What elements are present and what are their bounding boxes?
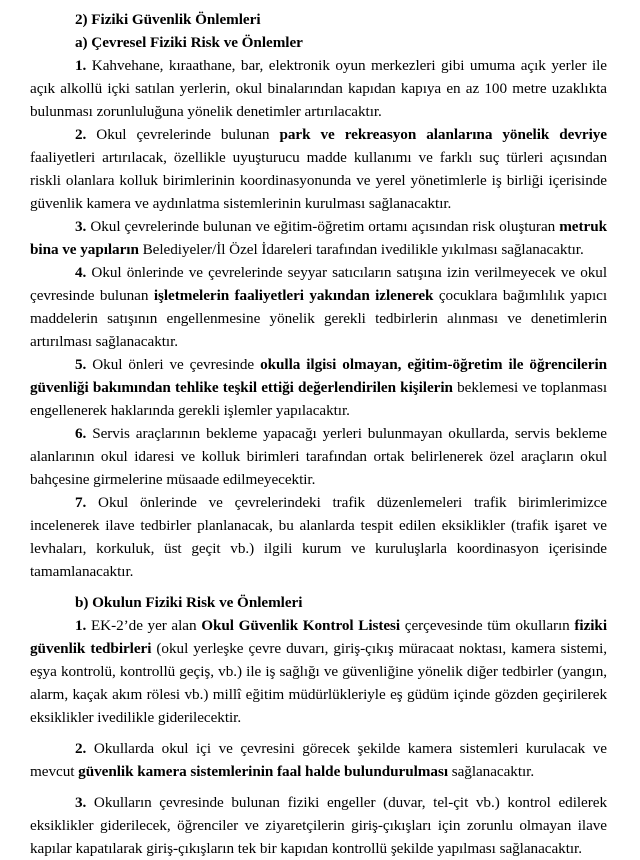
paragraph-number: 2.	[75, 126, 87, 143]
paragraph-number: 5.	[75, 356, 87, 373]
paragraph-b-3	[30, 791, 607, 860]
paragraph-a-5	[30, 353, 607, 422]
body-text: Servis araçlarının bekleme yapacağı yerleri bulunmayan okullarda, servis bekleme alanlarının okul idaresi ve kolluk birimleri tarafından ortak belirlenerek özel araçların okul bahçesine girmelerine müsaade edilmeyecektir.	[30, 425, 607, 488]
body-text: çocuklara bağımlılık yapıcı maddelerin satışının engellenmesine yönelik gerekli tedbirlerin alınması ve denetimlerin artırılması sağlanacaktır.	[30, 287, 607, 350]
emphasis-text: fiziki güvenlik tedbirleri	[30, 617, 607, 657]
paragraph-number: 1.	[75, 617, 87, 634]
paragraph-number: 3.	[75, 218, 87, 235]
body-text: çerçevesinde tüm okulların	[400, 617, 575, 634]
body-text: beklemesi ve toplanması engellenerek haklarında gerekli işlemler yapılacaktır.	[30, 379, 607, 419]
emphasis-text: güvenlik kamera sistemlerinin faal halde bulundurulması	[78, 763, 448, 780]
paragraph-a-1	[30, 54, 607, 123]
body-text: EK-2’de yer alan	[86, 617, 202, 634]
emphasis-text: işletmelerin faaliyetleri yakından izlenerek	[153, 287, 434, 304]
paragraph-number: 3.	[75, 794, 87, 811]
body-text: sağlanacaktır.	[447, 763, 535, 780]
emphasis-text: Okul Güvenlik Kontrol Listesi	[201, 617, 401, 634]
paragraph-a-6	[30, 422, 607, 491]
paragraph-number: 6.	[75, 425, 87, 442]
heading-text: 2) Fiziki Güvenlik Önlemleri	[75, 11, 261, 28]
body-text: Okul çevrelerinde bulunan	[86, 126, 280, 143]
section-heading-fiziki-guvenlik-onlemleri	[30, 8, 607, 31]
body-text: Okulların çevresinde bulunan fiziki engeller (duvar, tel-çit vb.) kontrol edilerek eksiklikler giderilecek, öğrenciler ve ziyaretçilerin giriş-çıkışları için zorunlu olmayan ilave kapılar kapatılarak giriş-çıkışların tek bir kapıdan kontrollü şekilde yapılması sağlanacaktır.	[30, 794, 607, 857]
paragraph-a-3	[30, 215, 607, 261]
emphasis-text: okulla ilgisi olmayan, eğitim-öğretim ile öğrencilerin güvenliği bakımından tehlike teşkil ettiği değerlendirilen kişilerin	[30, 356, 608, 396]
paragraph-number: 7.	[75, 494, 87, 511]
paragraph-number: 2.	[75, 740, 87, 757]
body-text: faaliyetleri artırılacak, özellikle uyuşturucu madde kullanımı ve farklı suç türleri açısından riskli olanlara kolluk birimlerinin koordinasyonunda ve yerel yönetimlerle iş birliği içerisinde güvenlik kamera ve aydınlatma sistemlerinin kurulması sağlanacaktır.	[30, 149, 607, 212]
emphasis-text: park ve rekreasyon alanlarına yönelik devriye	[279, 126, 607, 143]
paragraph-a-7	[30, 491, 607, 583]
document-body	[30, 8, 607, 860]
body-text: Kahvehane, kıraathane, bar, elektronik oyun merkezleri gibi umuma açık yerler ile açık alkollü içki satılan yerlerin, okul binalarından kapıdan kapıya en az 100 metre uzaklıkta bulunması zorunluluğuna yönelik denetimler artırılacaktır.	[30, 57, 607, 120]
body-text: Okul önleri ve çevresinde	[86, 356, 261, 373]
body-text: Okul önlerinde ve çevrelerindeki trafik düzenlemeleri trafik birimlerimizce incelenerek ilave tedbirler planlanacak, bu alanlarda tespit edilen eksiklikler (trafik işaret ve levhaları, korkuluk, üst geçit vb.) ilgili kurum ve kuruluşlarla koordinasyon içerisinde tamamlanacaktır.	[30, 494, 607, 580]
paragraph-b-2	[30, 737, 607, 783]
paragraph-a-4	[30, 261, 607, 353]
paragraph-number: 1.	[75, 57, 87, 74]
paragraph-a-2	[30, 123, 607, 215]
paragraph-b-1	[30, 614, 607, 729]
subsection-heading-cevresel-fiziki-risk-ve-onlemler	[30, 31, 607, 54]
emphasis-text: metruk bina ve yapıların	[30, 218, 607, 258]
heading-text: b) Okulun Fiziki Risk ve Önlemleri	[75, 594, 303, 611]
body-text: (okul yerleşke çevre duvarı, giriş-çıkış müracaat noktası, kamera sistemi, eşya kontrolü, kontrollü geçiş, vb.) ile iş sağlığı ve güvenliğine yönelik diğer tedbirler (yangın, alarm, kaçak akım rölesi vb.) millî eğitim müdürlükleriyle eş güdüm içinde gözden geçirilerek eksiklikler ivedilikle giderilecektir.	[30, 640, 607, 726]
body-text: Belediyeler/İl Özel İdareleri tarafından ivedilikle yıkılması sağlanacaktır.	[138, 241, 584, 258]
heading-text: a) Çevresel Fiziki Risk ve Önlemler	[75, 34, 303, 51]
body-text: Okul çevrelerinde bulunan ve eğitim-öğretim ortamı açısından risk oluşturan	[86, 218, 560, 235]
paragraph-number: 4.	[75, 264, 87, 281]
body-text: Okullarda okul içi ve çevresini görecek şekilde kamera sistemleri kurulacak ve mevcut	[30, 740, 607, 780]
body-text: Okul önlerinde ve çevrelerinde seyyar satıcıların satışına izin verilmeyecek ve okul çevresinde bulunan	[30, 264, 607, 304]
subsection-heading-okulun-fiziki-risk-ve-onlemleri	[30, 591, 607, 614]
